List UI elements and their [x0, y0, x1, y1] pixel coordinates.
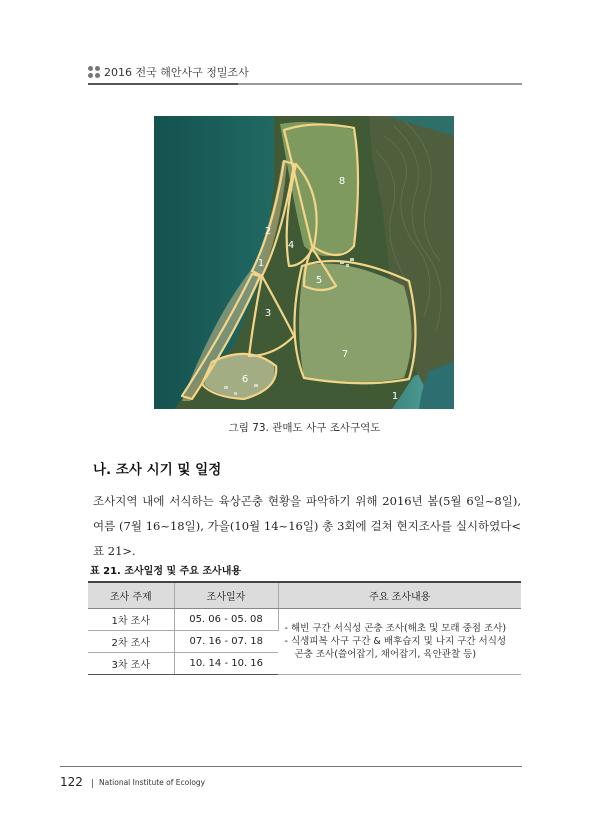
row-subject: 1차 조사: [88, 609, 174, 631]
section-title: 나. 조사 시기 및 일정: [93, 462, 222, 478]
header-date: 조사일자: [174, 582, 278, 609]
row-date: 05. 06 - 05. 08: [174, 609, 278, 631]
figure-caption: 그림 73. 관매도 사구 조사구역도: [228, 422, 381, 434]
header-divider: [88, 83, 522, 85]
content-line: 곤충 조사(쓸어잡기, 채어잡기, 육안관찰 등): [294, 649, 477, 660]
survey-schedule-table: [88, 581, 521, 675]
header-subject: 조사 주제: [88, 582, 174, 609]
row-subject: 2차 조사: [88, 631, 174, 653]
survey-content-cell: [278, 609, 521, 675]
zone-label-2: 2: [264, 226, 272, 237]
table-row: [88, 609, 521, 631]
header-content: 주요 조사내용: [278, 582, 521, 609]
zone-label-6: 6: [241, 374, 249, 385]
row-subject: 3차 조사: [88, 653, 174, 675]
zone-label-8: 8: [338, 176, 346, 187]
row-date: 07. 16 - 07. 18: [174, 631, 278, 653]
page-number: 122: [60, 775, 83, 789]
table-caption: 표 21. 조사일정 및 주요 조사내용: [90, 566, 242, 577]
survey-area-map: [154, 116, 454, 409]
zone-label-1: 1: [257, 258, 265, 269]
zone-label-4: 4: [287, 240, 295, 251]
zone-label-3: 3: [264, 308, 272, 319]
zone-label-5: 5: [315, 275, 323, 286]
zone-label-7: 7: [341, 349, 349, 360]
footer-organization: National Institute of Ecology: [99, 778, 206, 787]
body-paragraph: 조사지역 내에 서식하는 육상곤충 현황을 파악하기 위해 2016년 봄(5월 6일~8일), 여름 (7월 16~18일), 가을(10월 14~16일) 총 3회에 걸쳐 현지조사를 실시하였다<표 21>.: [93, 494, 521, 558]
zone-label-1b: 1: [391, 391, 399, 402]
row-date: 10. 14 - 10. 16: [174, 653, 278, 675]
table-header-row: [88, 582, 521, 609]
header-title: 2016 전국 해안사구 정밀조사: [104, 66, 249, 79]
aerial-photo: [154, 116, 454, 409]
content-line: - 해빈 구간 서식성 곤충 조사(해초 및 모래 중점 조사): [284, 623, 507, 634]
content-line: - 식생피복 사구 구간 & 배후습지 및 나지 구간 서식성: [284, 636, 507, 647]
footer-separator: [92, 779, 93, 788]
running-header: [88, 64, 522, 86]
header-bullet-icon: [88, 66, 100, 78]
footer-divider: [60, 766, 522, 767]
